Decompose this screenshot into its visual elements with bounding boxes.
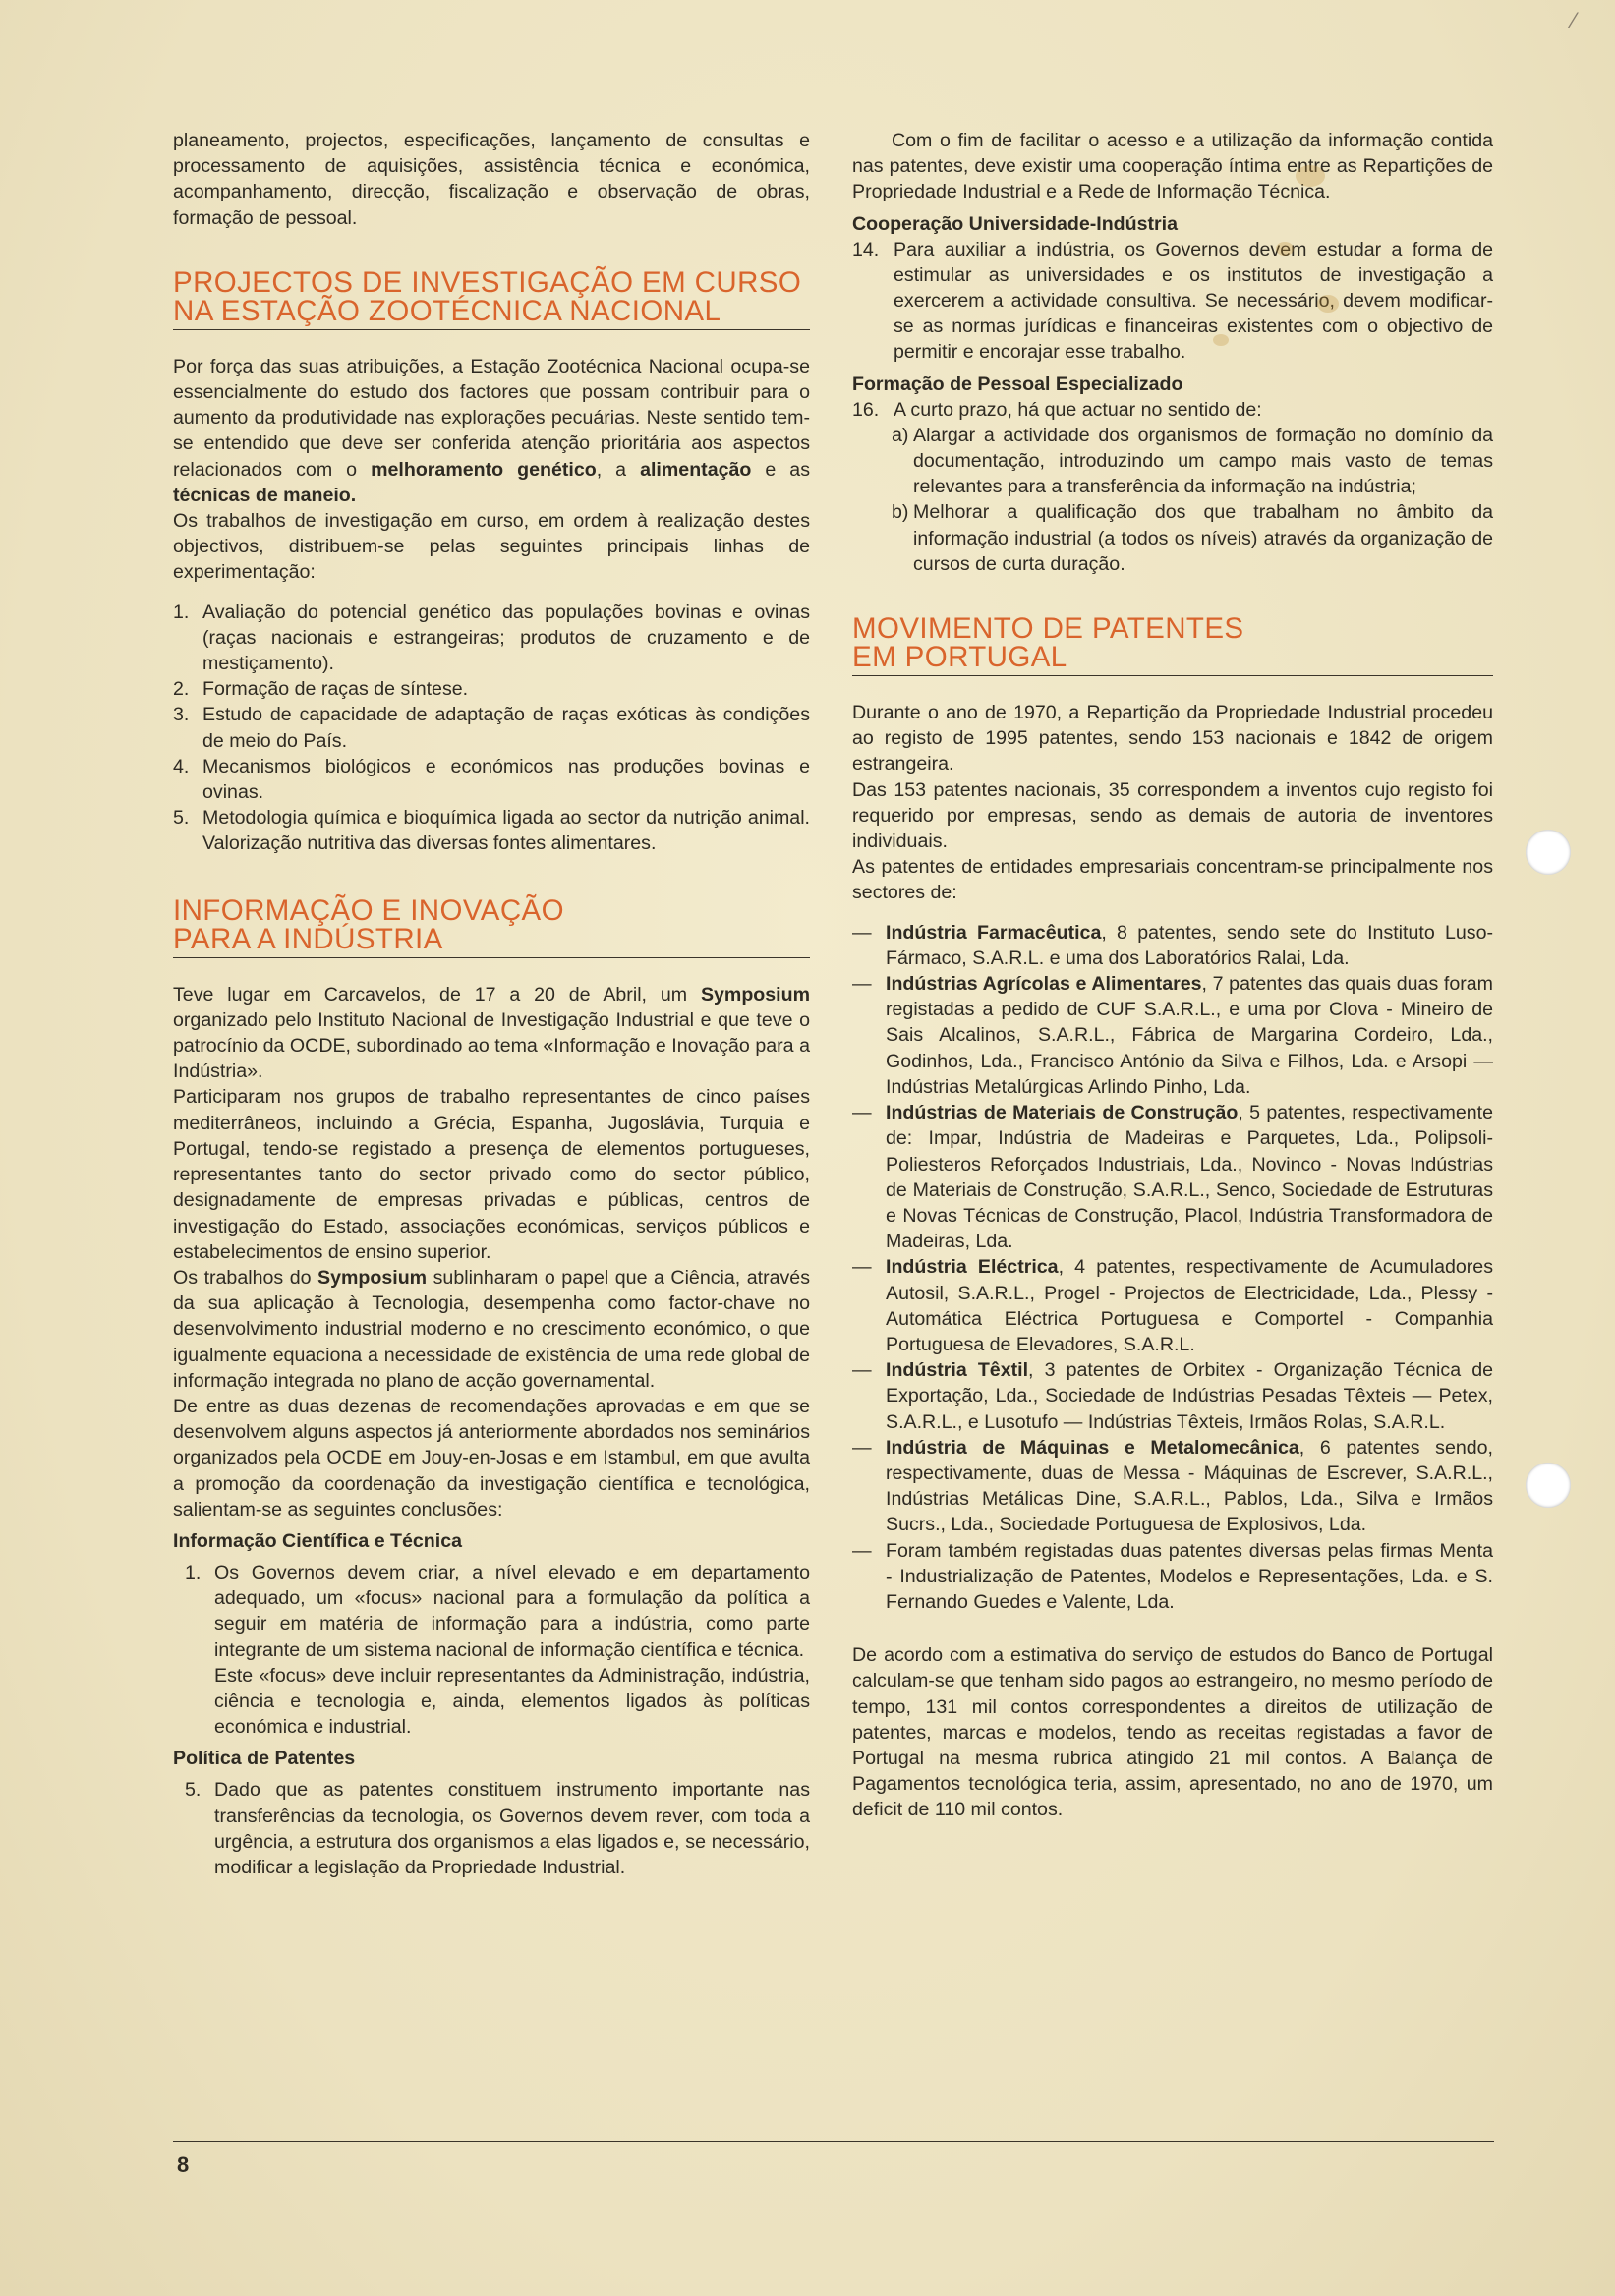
- right-intro-paragraph: Com o fim de facilitar o acesso e a utilização da informação contida nas patentes, deve existir uma cooperação íntima entre as Repartições de Propriedade Industrial e a Rede de Informação Técnica.: [852, 130, 1493, 203]
- symposium-paragraph-1: Teve lugar em Carcavelos, de 17 a 20 de Abril, um Symposium organizado pelo Instituto Nacional de Investigação Industrial e que teve o patrocínio da OCDE, subordinado ao tema «Informação e Inovação para a Indústria».: [173, 983, 810, 1083]
- right-column: [852, 128, 1493, 1823]
- subheading-formacao: Formação de Pessoal Especializado: [852, 373, 1183, 395]
- punch-hole-top: [1526, 830, 1571, 875]
- symposium-paragraph-2: Participaram nos grupos de trabalho representantes de cinco países mediterrâneos, incluindo a Grécia, Espanha, Jugoslávia, Turquia e Portugal, tendo-se registado a presença de elementos portugueses, representantes tanto do sector privado como do sector público, designadamente de empresas privadas e públicas, centros de investigação do Estado, associações económicas, serviços públicos e estabelecimentos de ensino superior.: [173, 1086, 810, 1263]
- left-column: [173, 128, 810, 1880]
- list-item: 3. Estudo de capacidade de adaptação de raças exóticas às condições de meio do País.: [173, 704, 810, 752]
- list-item: — Indústrias de Materiais de Construção, 5 patentes, respectivamente de: Impar, Indústria de Madeiras e Parquetes, Lda., Polipsoli-Poliesteros Reforçados Industriais, Lda., Novinco - Novas Indústrias de Materiais de Construção, S.A.R.L., Senco, Sociedade de Estruturas e Novas Técnicas de Construção, Placol, Indústria Transformadora de Madeiras, Lda.: [852, 1102, 1493, 1253]
- list-item: — Indústria Têxtil, 3 patentes de Orbitex - Organização Técnica de Exportação, Lda., Sociedade de Indústrias Pesadas Têxteis — Petex, S.A.R.L., e Lusotufo — Indústrias Têxteis, Irmãos Rolas, S.A.R.L.: [852, 1359, 1493, 1433]
- section1-paragraph: Por força das suas atribuições, a Estação Zootécnica Nacional ocupa-se essencialmente do estudo dos factores que possam contribuir para o aumento da produtividade nas explorações pecuárias. Neste sentido tem-se entendido que deve ser conferida atenção prioritária aos aspectos relacionados com o melhoramento genético, a alimentação e as técnicas de maneio.: [173, 355, 811, 506]
- sector-list: [852, 920, 1493, 1615]
- coffee-stain: [1276, 242, 1294, 256]
- section-heading-movimento: MOVIMENTO DE PATENTES EM PORTUGAL: [852, 614, 1493, 676]
- list-item: 5. Dado que as patentes constituem instrumento importante nas transferências da tecnologia, os Governos devem rever, com toda a urgência, a estrutura dos organismos a elas ligados e, se necessário, modificar a legislação da Propriedade Industrial.: [185, 1779, 810, 1878]
- list-item: 1. Avaliação do potencial genético das populações bovinas e ovinas (raças nacionais e estrangeiras; produtos de cruzamento e de mestiçamento).: [173, 601, 810, 675]
- list-item: a) Alargar a actividade dos organismos de formação no domínio da documentação, introduzindo um campo mais vasto de temas relevantes para a transferência da informação na indústria;: [892, 424, 1493, 498]
- list-item: — Indústria de Máquinas e Metalomecânica, 6 patentes sendo, respectivamente, duas de Messa - Máquinas de Escrever, S.A.R.L., Indústrias Metálicas Dine, S.A.R.L., Pablos, Lda., Silva e Irmãos Sucrs., Lda., Sociedade Portuguesa de Explosivos, Lda.: [852, 1436, 1493, 1536]
- recommendation-list-1: [173, 1560, 810, 1740]
- list-item: — Foram também registadas duas patentes diversas pelas firmas Menta - Industrialização de Patentes, Modelos e Representações, Lda. e S. Fernando Guedes e Valente, Lda.: [852, 1539, 1493, 1613]
- patents-paragraph-2: Das 153 patentes nacionais, 35 correspondem a inventos cujo registo foi requerido por empresas, sendo as demais de autoria de inventores individuais.: [852, 778, 1493, 853]
- list-item: 1. Os Governos devem criar, a nível elevado e em departamento adequado, um «focus» nacional para a formulação da política a seguir em matéria de informação para a indústria, como parte integrante de um sistema nacional de informação científica e técnica. Este «focus» deve incluir representantes da Administração, indústria, ciência e tecnologia e, ainda, elementos ligados às políticas económica e industrial.: [185, 1561, 810, 1739]
- list-item: 4. Mecanismos biológicos e económicos nas produções bovinas e ovinas.: [173, 755, 810, 804]
- list-item: 2. Formação de raças de síntese.: [173, 678, 469, 701]
- list-item: — Indústrias Agrícolas e Alimentares, 7 patentes das quais duas foram registadas a pedido de CUF S.A.R.L., e uma por Clova - Mineiro de Sais Alcalinos, S.A.R.L., Fábrica de Margarina Cordeiro, Lda., Godinhos, Lda., Francisco António da Silva e Filhos, Lda. e Arsopi — Indústrias Metalúrgicas Arlindo Pinho, Lda.: [852, 973, 1493, 1098]
- punch-hole-bottom: [1526, 1463, 1571, 1508]
- recommendation-list-14: [852, 237, 1493, 366]
- list-item: — Indústria Farmacêutica, 8 patentes, sendo sete do Instituto Luso-Fármaco, S.A.R.L. e uma dos Laboratórios Ralai, Lda.: [852, 921, 1493, 969]
- list-item: b) Melhorar a qualificação dos que trabalham no âmbito da informação industrial (a todos os níveis) através da organização de cursos de curta duração.: [892, 501, 1493, 575]
- section1-paragraph-b: Os trabalhos de investigação em curso, em ordem à realização destes objectivos, distribuem-se pelas seguintes principais linhas de experimentação:: [173, 510, 810, 584]
- section-heading-projectos: PROJECTOS DE INVESTIGAÇÃO EM CURSO NA ESTAÇÃO ZOOTÉCNICA NACIONAL: [173, 268, 810, 330]
- subheading-politica-patentes: Política de Patentes: [173, 1748, 356, 1770]
- page-number: 8: [177, 2152, 190, 2177]
- patents-paragraph-3: As patentes de entidades empresariais concentram-se principalmente nos sectores de:: [852, 856, 1493, 904]
- patents-closing-paragraph: De acordo com a estimativa do serviço de estudos do Banco de Portugal calculam-se que tenham sido pagos ao estrangeiro, no mesmo período de tempo, 131 mil contos correspondentes a direitos de utilização de patentes, marcas e modelos, tendo as receitas registadas a favor de Portugal na mesma rubrica atingido 21 mil contos. A Balança de Pagamentos tecnológica teria, assim, apresentado, no ano de 1970, um deficit de 110 mil contos.: [852, 1644, 1493, 1821]
- pencil-marks: ⁄: [1572, 8, 1576, 32]
- subheading-cooperacao: Cooperação Universidade-Indústria: [852, 212, 1178, 235]
- experiment-lines-list: [173, 600, 810, 857]
- recommendation-list-5: [173, 1777, 810, 1880]
- section-heading-informacao: INFORMAÇÃO E INOVAÇÃO PARA A INDÚSTRIA: [173, 896, 810, 958]
- list-item: 14. Para auxiliar a indústria, os Governos devem estudar a forma de estimular as universidades e os institutos de investigação a exercerem a actividade consultiva. Se necessário, devem modificar-se as normas jurídicas e financeiras existentes com o objectivo de permitir e encorajar esse trabalho.: [852, 238, 1493, 364]
- coffee-stain: [1213, 334, 1229, 346]
- recommendation-sublist-16: [852, 423, 1493, 577]
- subheading-informacao-cientifica: Informação Científica e Técnica: [173, 1529, 463, 1552]
- symposium-paragraph-4: De entre as duas dezenas de recomendações aprovadas e em que se desenvolvem alguns aspectos já anteriormente abordados nos seminários organizados pela OCDE em Jouy-en-Josas e em Istambul, em que avulta a promoção da coordenação da investigação científica e tecnológica, salientam-se as seguintes conclusões:: [173, 1395, 810, 1521]
- intro-paragraph: planeamento, projectos, especificações, lançamento de consultas e processamento de aquisições, assistência técnica e económica, acompanhamento, direcção, fiscalização e observação de obras, formação de pessoal.: [173, 130, 810, 229]
- symposium-paragraph-3: Os trabalhos do Symposium sublinharam o papel que a Ciência, através da sua aplicação à Tecnologia, desempenha como factor-chave no desenvolvimento industrial moderno e no crescimento económico, o que igualmente equaciona a necessidade de existência de uma rede global de informação integrada no plano de acção governamental.: [173, 1266, 810, 1392]
- list-item: — Indústria Eléctrica, 4 patentes, respectivamente de Acumuladores Autosil, S.A.R.L., Progel - Projectos de Electricidade, Lda., Plessy - Automática Eléctrica Portuguesa e Comportel - Companhia Portuguesa de Elevadores, S.A.R.L.: [852, 1256, 1493, 1355]
- coffee-stain: [1296, 165, 1325, 187]
- list-item: 16. A curto prazo, há que actuar no sentido de:: [852, 398, 1262, 421]
- recommendation-list-16: [852, 397, 1493, 423]
- footer-rule: [173, 2141, 1494, 2142]
- coffee-stain: [1317, 295, 1339, 313]
- list-item: 5. Metodologia química e bioquímica ligada ao sector da nutrição animal. Valorização nutritiva das diversas fontes alimentares.: [173, 807, 810, 855]
- patents-paragraph-1: Durante o ano de 1970, a Repartição da Propriedade Industrial procedeu ao registo de 1995 patentes, sendo 153 nacionais e 1842 de origem estrangeira.: [852, 702, 1493, 775]
